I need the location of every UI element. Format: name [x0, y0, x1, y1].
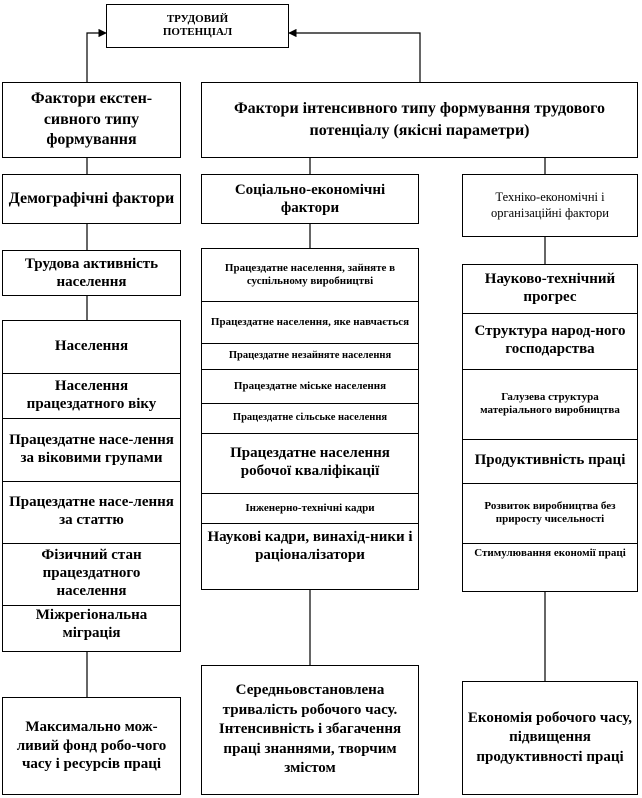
technical-items-panel — [462, 264, 638, 592]
labor-activity-box — [2, 250, 181, 296]
list-item: Інженерно-технічні кадри — [245, 501, 375, 514]
technical-economic-factors-box — [462, 174, 638, 237]
working-time-result-box — [201, 665, 419, 795]
intensive-factors-header — [201, 82, 638, 158]
labor-potential-title: ТРУДОВИЙ ПОТЕНЦІАЛ — [162, 13, 233, 38]
arrow-extensive-to-top — [87, 33, 106, 82]
list-item: Працездатне населення, яке навчається — [210, 315, 410, 328]
max-fund-result-text: Максимально мож-ливий фонд робо-чого часу і ресурсів праці — [16, 718, 167, 773]
list-item: Продуктивність праці — [474, 452, 626, 469]
list-item: Працездатне насе-лення за статтю — [9, 494, 174, 528]
list-item: Працездатне населення робочої кваліфікації — [230, 445, 390, 479]
technical-economic-factors-text: Техніко-економічні і організаційні фактори — [490, 189, 609, 220]
socio-economic-factors-box — [201, 174, 419, 224]
list-item: Структура народ-ного господарства — [474, 323, 626, 357]
labor-potential-box — [106, 4, 289, 48]
extensive-factors-header — [2, 82, 181, 158]
list-item: Розвиток виробництва без приросту чисельності — [484, 500, 616, 525]
list-item: Працездатне населення, зайняте в суспільному виробництві — [224, 262, 396, 287]
list-item: Галузева структура матеріального виробництва — [480, 391, 620, 416]
list-item: Стимулювання економії праці — [474, 547, 626, 559]
list-item: Фізичний стан працездатного населення — [41, 547, 142, 599]
working-time-result-text: Середньовстановлена тривалість робочого часу. Інтенсивність і збагачення праці знаннями, творчим змістом — [218, 682, 402, 777]
list-item: Працездатне міське населення — [233, 379, 387, 392]
productivity-result-text: Економія робочого часу, підвищення продуктивності праці — [467, 709, 633, 765]
list-item: Працездатне сільське населення — [232, 411, 388, 423]
list-item: Науково-технічний прогрес — [484, 271, 616, 305]
list-item: Міжрегіональна міграція — [35, 607, 148, 641]
list-item: Працездатне незайняте населення — [228, 349, 392, 361]
demographic-factors-box — [2, 174, 181, 224]
list-item: Населення працездатного віку — [26, 377, 157, 412]
demographic-factors-text: Демографічні фактори — [8, 190, 175, 208]
socio-economic-factors-text: Соціально-економічні фактори — [234, 182, 386, 216]
arrow-intensive-to-top — [289, 33, 420, 82]
socio-economic-items-panel — [201, 248, 419, 590]
intensive-factors-text: Фактори інтенсивного типу формування трудового потенціалу (якісні параметри) — [233, 99, 606, 139]
productivity-result-box — [462, 681, 638, 795]
list-item: Наукові кадри, винахід-ники і раціоналізатори — [207, 529, 413, 563]
list-item: Працездатне насе-лення за віковими групами — [9, 431, 174, 466]
max-fund-result-box — [2, 697, 181, 795]
demographic-items-panel — [2, 320, 181, 652]
list-item: Населення — [54, 338, 129, 355]
labor-activity-text: Трудова активність населення — [24, 256, 159, 290]
extensive-factors-text: Фактори екстен-сивного типу формування — [30, 89, 153, 149]
